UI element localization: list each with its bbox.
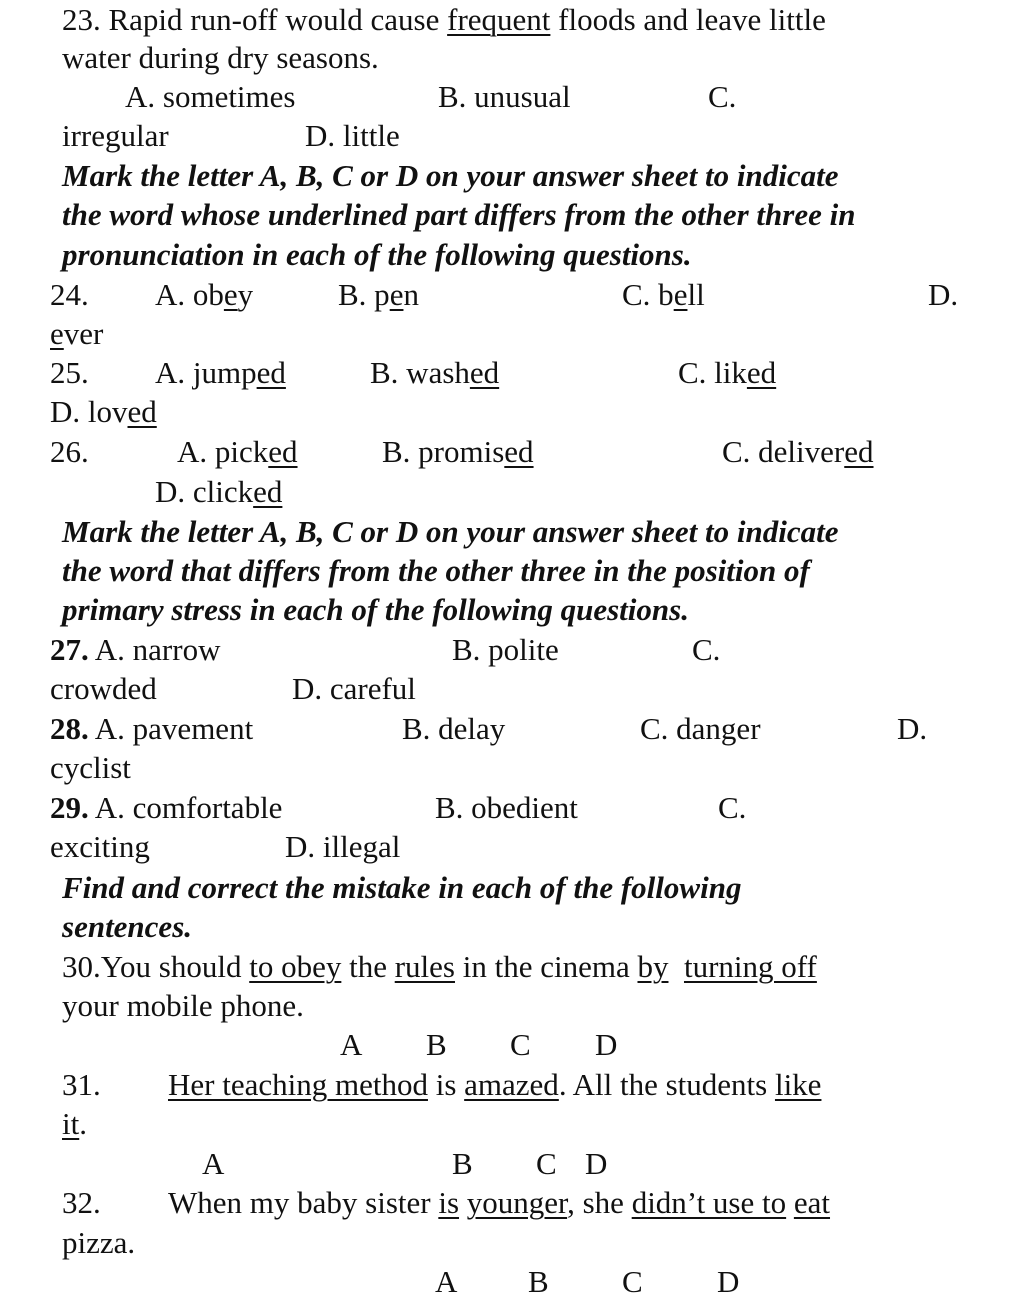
instruction-pronunciation-2: the word whose underlined part differs from the other three in [62, 197, 856, 232]
q27-option-c-label: C. [692, 632, 721, 667]
q27-option-b: B. polite [452, 632, 559, 667]
q30-letter-d: D [595, 1027, 618, 1062]
q24-option-d-word: ever [50, 316, 104, 351]
q23-option-d: D. little [305, 118, 400, 153]
q31-letter-b: B [452, 1146, 473, 1181]
q28-option-a: 28. A. pavement [50, 711, 254, 746]
q26-option-c: C. delivered [722, 434, 874, 469]
q32-letter-b: B [528, 1264, 549, 1299]
q26-number: 26. [50, 434, 89, 469]
q28-option-c: C. danger [640, 711, 761, 746]
q29-option-c-label: C. [718, 790, 747, 825]
q30-part-c: by [637, 949, 669, 984]
q27-option-c-word: crowded [50, 671, 157, 706]
q32-number: 32. [62, 1185, 101, 1220]
q23-option-b: B. unusual [438, 79, 571, 114]
q25-option-b: B. washed [370, 355, 500, 390]
q25-number: 25. [50, 355, 89, 390]
q30-letter-b: B [426, 1027, 447, 1062]
q23-line1 [62, 0, 826, 40]
q23-line2: water during dry seasons. [62, 40, 379, 75]
q23-option-a: A. sometimes [125, 79, 296, 114]
q26-option-a: A. picked [177, 434, 298, 469]
instruction-mistake-2: sentences. [62, 909, 193, 944]
q32-line2: pizza. [62, 1225, 136, 1260]
q29-number: 29. [50, 790, 89, 825]
q24-option-a: A. obey [155, 277, 254, 312]
q30-letter-a: A [340, 1027, 363, 1062]
q24-number: 24. [50, 277, 89, 312]
q28-option-d-word: cyclist [50, 750, 131, 785]
q32-letter-a: A [435, 1264, 458, 1299]
q30-part-d: turning off [683, 949, 817, 984]
q23-text-post: floods and leave little [550, 2, 826, 37]
q31-part-c: like [774, 1067, 822, 1102]
q32-sentence: When my baby sister is younger, she didn’t use to eat [168, 1185, 831, 1220]
q26-option-b: B. promised [382, 434, 534, 469]
q31-letter-a: A [202, 1146, 225, 1181]
q29-option-c-word: exciting [50, 829, 150, 864]
q30-letter-c: C [510, 1027, 531, 1062]
q25-option-d: D. loved [50, 394, 157, 429]
q31-letter-c: C [536, 1146, 557, 1181]
q31-part-d: it [62, 1106, 80, 1141]
q31-letter-d: D [585, 1146, 608, 1181]
instruction-stress-3: primary stress in each of the following questions. [62, 592, 689, 627]
q29-option-d: D. illegal [285, 829, 401, 864]
q30-part-a: to obey [249, 949, 342, 984]
q31-part-a: Her teaching method [168, 1067, 428, 1102]
q32-part-d: eat [793, 1185, 831, 1220]
q24-option-d-label: D. [928, 277, 959, 312]
instruction-pronunciation-1: Mark the letter A, B, C or D on your answer sheet to indicate [62, 158, 839, 193]
q30-line1: 30.You should to obey the rules in the cinema by turning off [62, 949, 817, 984]
q29-option-b: B. obedient [435, 790, 578, 825]
q31-sentence: Her teaching method is amazed. All the students like [168, 1067, 822, 1102]
q25-option-a: A. jumped [155, 355, 286, 390]
q30-line2: your mobile phone. [62, 988, 304, 1023]
q27-option-d: D. careful [292, 671, 416, 706]
q32-letter-c: C [622, 1264, 643, 1299]
q23-underlined-word: frequent [447, 2, 551, 37]
q28-option-d-label: D. [897, 711, 928, 746]
q28-number: 28. [50, 711, 89, 746]
q24-option-b: B. pen [338, 277, 419, 312]
q28-option-b: B. delay [402, 711, 506, 746]
instruction-stress-1: Mark the letter A, B, C or D on your answer sheet to indicate [62, 514, 839, 549]
q32-letter-d: D [717, 1264, 740, 1299]
q24-option-c: C. bell [622, 277, 705, 312]
q31-part-b: amazed [464, 1067, 559, 1102]
q23-option-c-word: irregular [62, 118, 169, 153]
q26-option-d: D. clicked [155, 474, 283, 509]
q32-part-b: younger [466, 1185, 568, 1220]
instruction-stress-2: the word that differs from the other three in the position of [62, 553, 810, 588]
q23-option-c-label: C. [708, 79, 737, 114]
q23-text-pre: 23. Rapid run-off would cause [62, 2, 448, 37]
q32-part-c: didn’t use to [631, 1185, 787, 1220]
q30-part-b: rules [394, 949, 455, 984]
instruction-mistake-1: Find and correct the mistake in each of the following [62, 870, 742, 905]
q27-number: 27. [50, 632, 89, 667]
q25-option-c: C. liked [678, 355, 777, 390]
q29-option-a: 29. A. comfortable [50, 790, 283, 825]
q31-line2: it. [62, 1106, 87, 1141]
q27-option-a: 27. A. narrow [50, 632, 221, 667]
q31-number: 31. [62, 1067, 101, 1102]
q32-part-a: is [438, 1185, 460, 1220]
instruction-pronunciation-3: pronunciation in each of the following questions. [62, 237, 692, 272]
